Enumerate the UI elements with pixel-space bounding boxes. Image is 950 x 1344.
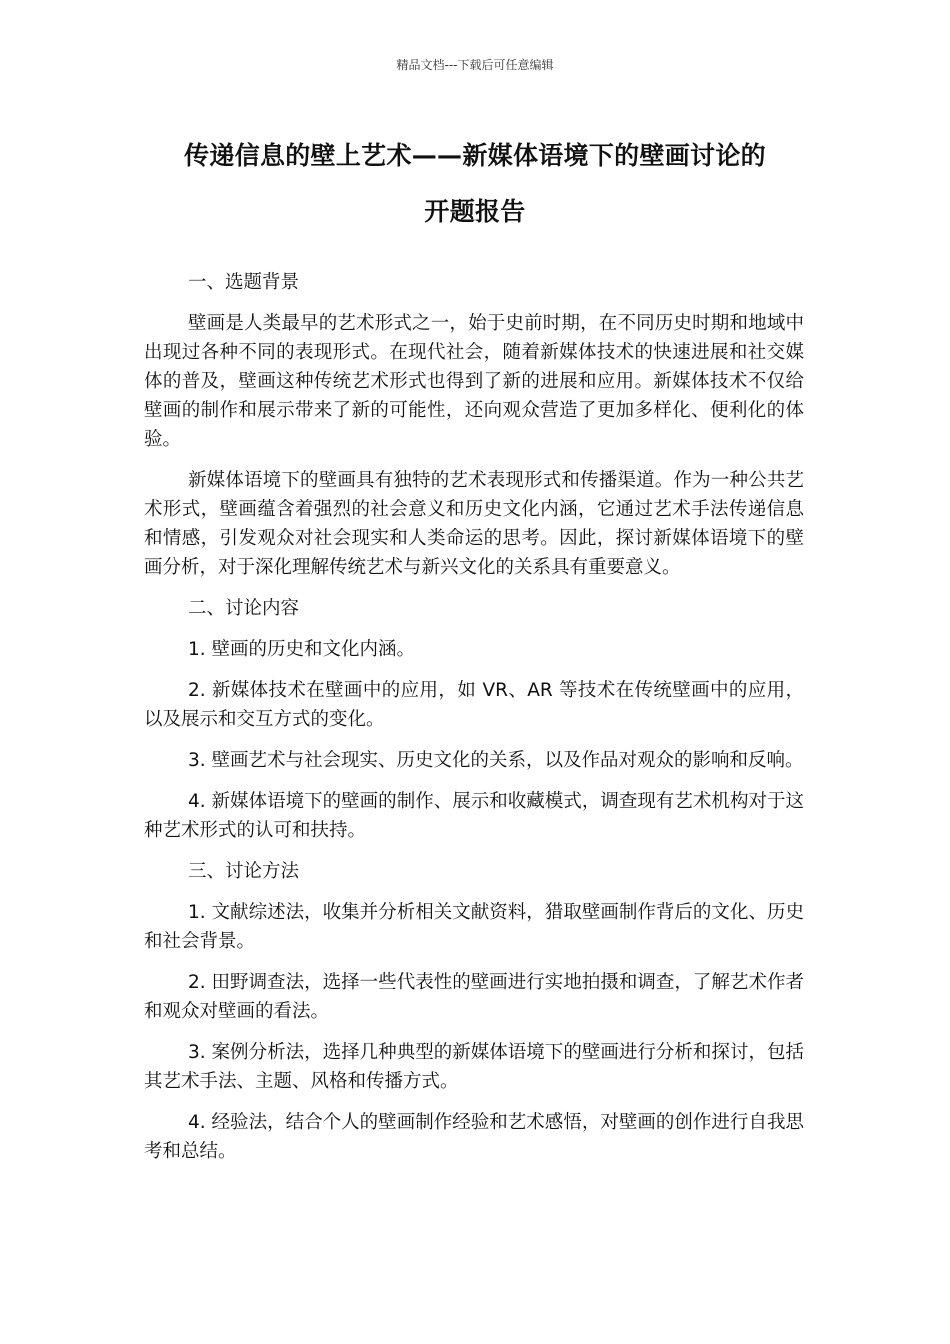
list-item-content-3: 3. 壁画艺术与社会现实、历史文化的关系，以及作品对观众的影响和反响。	[188, 750, 804, 771]
section-heading-background: 一、选题背景	[188, 272, 300, 293]
list-item-method-3: 3. 案例分析法，选择几种典型的新媒体语境下的壁画进行分析和探讨，包括其艺术手法、主题、风格和传播方式。	[144, 1042, 804, 1092]
list-item-method-1: 1. 文献综述法，收集并分析相关文献资料，猎取壁画制作背后的文化、历史和社会背景。	[144, 902, 804, 952]
list-item-method-2: 2. 田野调查法，选择一些代表性的壁画进行实地拍摄和调查，了解艺术作者和观众对壁画的看法。	[144, 972, 804, 1022]
paragraph-background-1: 壁画是人类最早的艺术形式之一，始于史前时期，在不同历史时期和地域中出现过各种不同的表现形式。在现代社会，随着新媒体技术的快速进展和社交媒体的普及，壁画这种传统艺术形式也得到了新的进展和应用。新媒体技术不仅给壁画的制作和展示带来了新的可能性，还向观众营造了更加多样化、便利化的体验。	[144, 313, 804, 450]
list-item-content-2: 2. 新媒体技术在壁画中的应用，如 VR、AR 等技术在传统壁画中的应用，以及展示和交互方式的变化。	[144, 680, 804, 730]
list-item-content-1: 1. 壁画的历史和文化内涵。	[188, 639, 416, 660]
list-item-content-4: 4. 新媒体语境下的壁画的制作、展示和收藏模式，调查现有艺术机构对于这种艺术形式的认可和扶持。	[144, 791, 804, 841]
title-line-1: 传递信息的壁上艺术——新媒体语境下的壁画讨论的	[184, 141, 766, 170]
document-body	[144, 268, 804, 1178]
section-heading-content: 二、讨论内容	[188, 598, 300, 619]
section-heading-method: 三、讨论方法	[188, 861, 300, 882]
page-header-watermark: 精品文档---下载后可任意编辑	[396, 58, 554, 72]
paragraph-background-2: 新媒体语境下的壁画具有独特的艺术表现形式和传播渠道。作为一种公共艺术形式，壁画蕴含着强烈的社会意义和历史文化内涵，它通过艺术手法传递信息和情感，引发观众对社会现实和人类命运的思考。因此，探讨新媒体语境下的壁画分析，对于深化理解传统艺术与新兴文化的关系具有重要意义。	[144, 470, 804, 578]
title-line-2: 开题报告	[424, 197, 526, 226]
document-title	[130, 128, 820, 240]
list-item-method-4: 4. 经验法，结合个人的壁画制作经验和艺术感悟，对壁画的创作进行自我思考和总结。	[144, 1112, 804, 1162]
